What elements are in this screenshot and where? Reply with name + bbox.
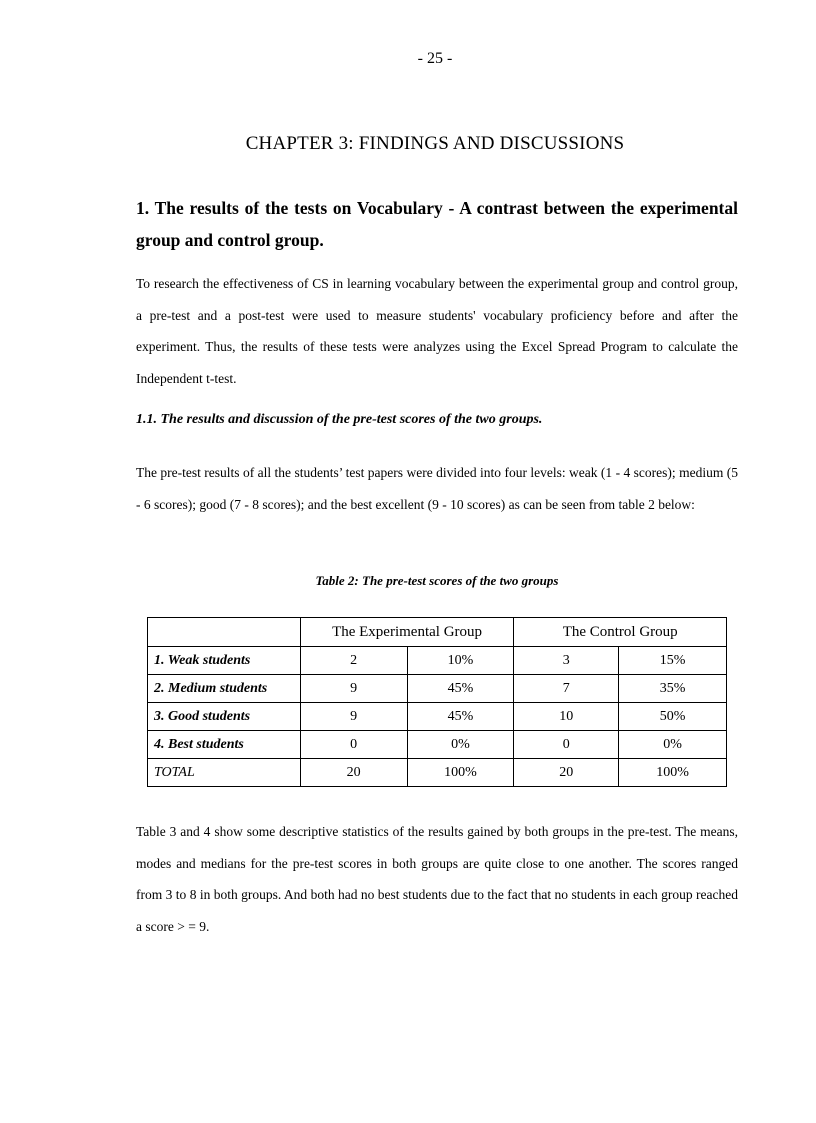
row-label: 1. Weak students	[148, 647, 301, 675]
exp-percent-cell: 45%	[407, 703, 514, 731]
header-control-group: The Control Group	[514, 618, 727, 647]
pretest-levels-paragraph: The pre-test results of all the students’ test papers were divided into four levels: weak (1 - 4 scores); medium (5 - 6 scores); good (7 - 8 scores); and the best excellent (9 - 10 scores) as can be seen from table 2 below:	[136, 465, 738, 512]
chapter-title: CHAPTER 3: FINDINGS AND DISCUSSIONS	[245, 133, 625, 154]
header-blank-cell	[148, 618, 301, 647]
table-row	[148, 731, 727, 759]
row-label: 3. Good students	[148, 703, 301, 731]
table-header-row	[148, 618, 727, 647]
ctrl-percent-cell: 0%	[619, 731, 727, 759]
exp-total-count-cell: 20	[300, 759, 407, 787]
exp-percent-cell: 10%	[407, 647, 514, 675]
total-label: TOTAL	[148, 759, 301, 787]
table-caption: Table 2: The pre-test scores of the two groups	[315, 573, 559, 588]
ctrl-count-cell: 10	[514, 703, 619, 731]
intro-paragraph: To research the effectiveness of CS in learning vocabulary between the experimental group and control group, a pre-test and a post-test were used to measure students' vocabulary proficiency before and after the experiment. Thus, the results of these tests were analyzes using the Excel Spread Program to calculate the Independent t-test.	[136, 276, 738, 386]
exp-total-percent-cell: 100%	[407, 759, 514, 787]
ctrl-percent-cell: 50%	[619, 703, 727, 731]
section-heading: 1. The results of the tests on Vocabulary - A contrast between the experimental group and control group.	[136, 198, 738, 250]
exp-count-cell: 9	[300, 703, 407, 731]
ctrl-count-cell: 7	[514, 675, 619, 703]
exp-percent-cell: 0%	[407, 731, 514, 759]
ctrl-percent-cell: 15%	[619, 647, 727, 675]
descriptive-stats-paragraph: Table 3 and 4 show some descriptive statistics of the results gained by both groups in the pre-test. The means, modes and medians for the pre-test scores in both groups are quite close to one another. The scores ranged from 3 to 8 in both groups. And both had no best students due to the fact that no students in each group reached a score > = 9.	[136, 824, 738, 934]
ctrl-total-percent-cell: 100%	[619, 759, 727, 787]
table-row	[148, 675, 727, 703]
ctrl-total-count-cell: 20	[514, 759, 619, 787]
exp-percent-cell: 45%	[407, 675, 514, 703]
row-label: 4. Best students	[148, 731, 301, 759]
table-row	[148, 703, 727, 731]
pretest-scores-table	[147, 617, 727, 787]
ctrl-count-cell: 3	[514, 647, 619, 675]
exp-count-cell: 0	[300, 731, 407, 759]
table-total-row	[148, 759, 727, 787]
page-number: - 25 -	[417, 50, 453, 67]
ctrl-count-cell: 0	[514, 731, 619, 759]
header-experimental-group: The Experimental Group	[300, 618, 514, 647]
ctrl-percent-cell: 35%	[619, 675, 727, 703]
table-row	[148, 647, 727, 675]
subsection-heading: 1.1. The results and discussion of the pre-test scores of the two groups.	[136, 412, 543, 427]
exp-count-cell: 2	[300, 647, 407, 675]
row-label: 2. Medium students	[148, 675, 301, 703]
exp-count-cell: 9	[300, 675, 407, 703]
